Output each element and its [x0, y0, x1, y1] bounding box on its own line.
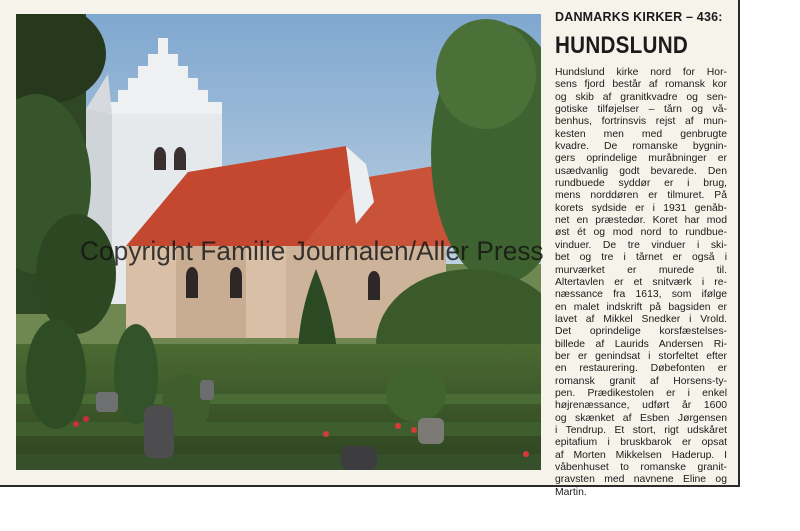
body-line: våbenhuset to romanske granit- — [555, 462, 727, 473]
body-line: net en præstedør. Koret har mod — [555, 215, 727, 227]
body-line: korets sydside er i 1931 genåb- — [555, 202, 727, 214]
body-line: en restaurering. Døbefonten er — [555, 363, 727, 375]
body-line: ber er genindsat i storfeltet efter — [555, 350, 727, 362]
body-line: gotiske tilføjelser – tårn og vå- — [555, 104, 727, 116]
body-line: epitafium i bruskbarok er opsat — [555, 437, 727, 449]
body-line: pen. Prædikestolen er i enkel — [555, 387, 727, 399]
body-line: en malet indskrift på bagsiden er — [555, 301, 727, 313]
body-line: lavet af Mikkel Snedker i Vrold. — [555, 313, 727, 325]
body-line: øst ét og mod nord to rundbue- — [555, 227, 727, 239]
body-line: Martin. — [555, 486, 587, 498]
church-photo — [16, 14, 541, 470]
church-title: HUNDSLUND — [555, 32, 689, 59]
article-column — [555, 8, 727, 498]
body-line: benhus, fortrinsvis rejst af mun- — [555, 116, 727, 128]
body-line: rundbuede syddør er i brug, — [555, 178, 727, 190]
body-line: Altertavlen er et snitværk i re- — [555, 276, 727, 288]
body-line: højrenæssance, udført år 1600 — [555, 400, 727, 412]
church-illustration — [16, 14, 541, 470]
body-line: usædvanlig godt bevarede. Den — [555, 165, 727, 177]
article-body — [555, 67, 727, 499]
body-line: vinduer. De tre vinduer i ski- — [555, 239, 727, 251]
body-line: Hundslund kirke nord for Hor- — [555, 67, 727, 78]
body-line: og skænket af Esben Jørgensen — [555, 412, 727, 424]
body-line: næssance fra 1613, som ifølge — [555, 289, 727, 301]
body-line: billede af Laurids Andersen Ri- — [555, 338, 727, 350]
body-line: Det oprindelige korsfæstelses- — [555, 326, 727, 338]
copyright-watermark: Copyright Familie Journalen/Aller Press — [80, 236, 544, 266]
body-line: mens norddøren er tilmuret. På — [555, 190, 727, 202]
body-line: i Tendrup. Et stort, rigt udskåret — [555, 424, 727, 436]
body-line: og skib af granitkvadre og sen- — [555, 91, 727, 103]
body-line: af Morten Mikkelsen Haderup. I — [555, 449, 727, 461]
body-line: murværket er murede til. — [555, 264, 727, 276]
body-line: kesten men med genbrugte — [555, 128, 727, 140]
series-header: DANMARKS KIRKER – 436: — [555, 10, 723, 24]
body-line: bet og tre i tårnet er også i — [555, 252, 727, 264]
body-line: kvadre. De romanske bygnin- — [555, 141, 727, 153]
body-line: gers oprindelige muråbninger er — [555, 153, 727, 165]
body-line: sens fjord består af romansk kor — [555, 79, 727, 91]
body-line: romansk granit af Horsens-ty- — [555, 375, 727, 387]
body-line: gravsten med navnene Eline og — [555, 474, 727, 486]
